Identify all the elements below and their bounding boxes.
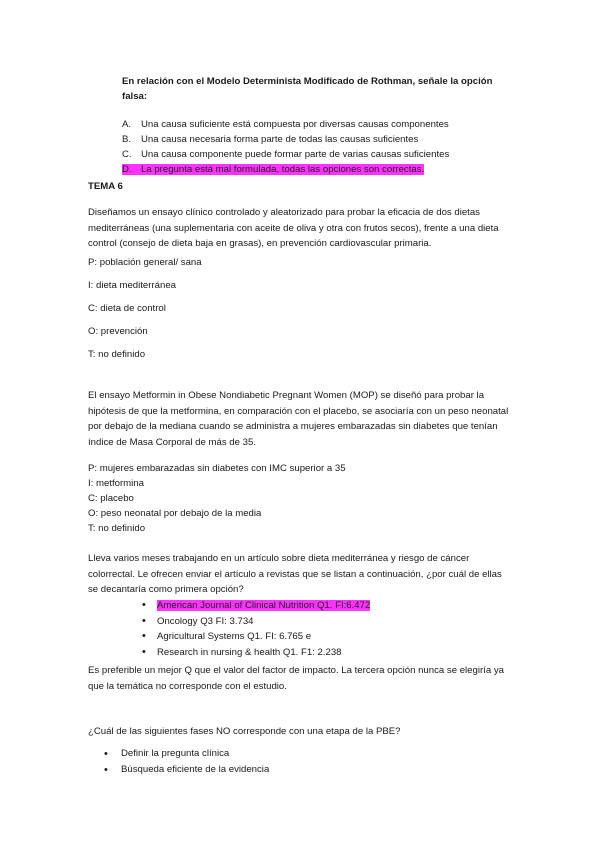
- study-1-t: T: no definido: [88, 349, 146, 360]
- journal-option: • Agricultural Systems Q1. FI: 6.765 e: [142, 629, 370, 645]
- question-1-title: En relación con el Modelo Determinista Modificado de Rothman, señale la opción falsa:: [122, 76, 493, 102]
- journal-option: • Oncology Q3 FI: 3.734: [142, 614, 370, 630]
- study-1-o: O: prevención: [88, 326, 148, 337]
- study-2-paragraph: El ensayo Metformin in Obese Nondiabetic Pregnant Women (MOP) se diseñó para probar la hipótesis de que la metformina, en comparación con el placebo, se asociaría con un peso neonatal por debajo de la mediana cuando se administra a mujeres embarazadas sin diabetes que tenían índice de Masa Corporal de más de 35.: [88, 390, 509, 448]
- pbe-option: • Búsqueda eficiente de la evidencia: [104, 762, 269, 778]
- study-2-o: O: peso neonatal por debajo de la media: [88, 508, 262, 519]
- option-c: C. Una causa componente puede formar parte de varias causas suficientes: [122, 149, 450, 160]
- section-heading: TEMA 6: [88, 181, 123, 192]
- pbe-question: ¿Cuál de las siguientes fases NO corresponde con una etapa de la PBE?: [88, 726, 401, 737]
- option-a: A. Una causa suficiente está compuesta por diversas causas componentes: [122, 119, 449, 130]
- journal-question: Lleva varios meses trabajando en un artículo sobre dieta mediterránea y riesgo de cáncer colorrectal. Le ofrecen enviar el artículo a revistas que se listan a continuación, ¿por cuál de ellas se decantaría como primera opción?: [88, 553, 502, 595]
- study-1-i: I: dieta mediterránea: [88, 280, 176, 291]
- study-1-paragraph: Diseñamos un ensayo clínico controlado y aleatorizado para probar la eficacia de dos dietas mediterráneas (una suplementaria con aceite de oliva y otra con frutos secos), frente a una dieta control (consejo de dieta baja en grasas), en prevención cardiovascular primaria.: [88, 207, 499, 249]
- journal-option-highlighted: • American Journal of Clinical Nutrition Q1. FI:6.472: [142, 598, 370, 614]
- journal-option: • Research in nursing & health Q1. F1: 2.238: [142, 645, 370, 661]
- journal-answer: Es preferible un mejor Q que el valor del factor de impacto. La tercera opción nunca se elegiría ya que la temática no corresponde con el estudio.: [88, 665, 504, 692]
- question-1-options: [122, 117, 449, 177]
- study-2-t: T: no definido: [88, 523, 146, 534]
- study-1-p: P: población general/ sana: [88, 257, 202, 268]
- study-2-c: C: placebo: [88, 493, 134, 504]
- option-d-highlighted: D. La pregunta está mal formulada, todas las opciones son correctas.: [122, 164, 425, 175]
- study-1-c: C: dieta de control: [88, 303, 166, 314]
- study-2-i: I: metformina: [88, 478, 144, 489]
- pbe-option: • Definir la pregunta clínica: [104, 746, 269, 762]
- journal-options: [142, 598, 370, 660]
- pbe-options: [104, 746, 269, 778]
- option-b: B. Una causa necesaria forma parte de todas las causas suficientes: [122, 134, 419, 145]
- study-2-p: P: mujeres embarazadas sin diabetes con IMC superior a 35: [88, 463, 346, 474]
